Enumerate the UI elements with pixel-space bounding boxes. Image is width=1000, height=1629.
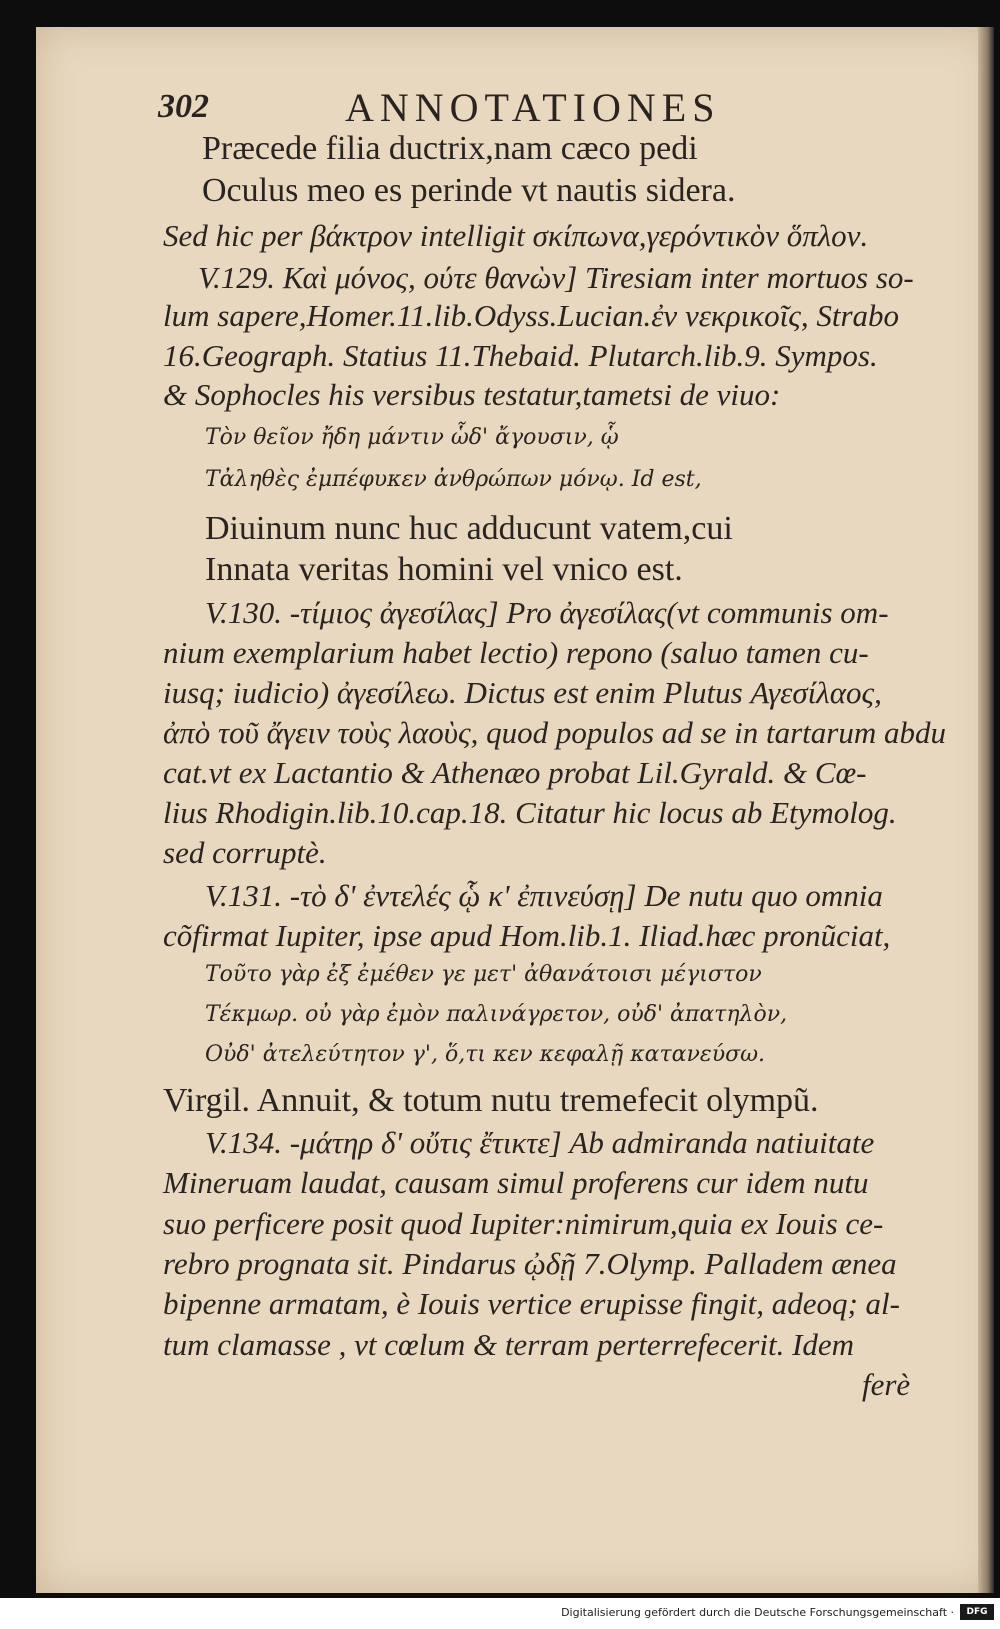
text-line: Oculus meo es perinde vt nautis sidera. bbox=[202, 172, 736, 209]
text-line: & Sophocles his versibus testatur,tametsi de viuo: bbox=[163, 377, 781, 412]
page-number: 302 bbox=[158, 88, 209, 125]
text-line: Innata veritas homini vel vnico est. bbox=[205, 551, 683, 588]
page-edge bbox=[978, 27, 994, 1593]
text-line: bipenne armatam, è Iouis vertice erupisse fingit, adeoq; al- bbox=[163, 1286, 900, 1321]
text-line: Sed hic per βάκτρον intelligit σκίπωνα,γερόντικὸν ὅπλον. bbox=[163, 218, 869, 253]
text-line: Τοῦτο γὰρ ἐξ ἐμέθεν γε μετ' ἀθανάτοισι μέγιστον bbox=[205, 962, 762, 987]
text-line: Præcede filia ductrix,nam cæco pedi bbox=[202, 130, 698, 167]
text-line: cat.vt ex Lactantio & Athenæo probat Lil.Gyrald. & Cœ- bbox=[163, 755, 867, 790]
text-line: rebro prognata sit. Pindarus ᾠδῇ 7.Olymp. Palladem ænea bbox=[163, 1246, 897, 1281]
text-line: suo perficere posit quod Iupiter:nimirum,quia ex Iouis ce- bbox=[163, 1206, 884, 1241]
running-title: ANNOTATIONES bbox=[345, 85, 721, 130]
text-line: cõfirmat Iupiter, ipse apud Hom.lib.1. Iliad.hæc pronũciat, bbox=[163, 918, 891, 953]
text-line: ferè bbox=[862, 1367, 911, 1402]
text-line: nium exemplarium habet lectio) repono (saluo tamen cu- bbox=[163, 635, 869, 670]
text-line: V.134. -μάτηρ δ' οὔτις ἔτικτε] Ab admiranda natiuitate bbox=[205, 1125, 875, 1160]
text-line: Τέκμωρ. οὐ γὰρ ἐμὸν παλινάγρετον, οὐδ' ἀπατηλὸν, bbox=[205, 1002, 788, 1027]
footer-bar bbox=[0, 1598, 1000, 1629]
text-line: Οὐδ' ἀτελεύτητον γ', ὅ,τι κεν κεφαλῇ κατανεύσω. bbox=[205, 1042, 766, 1067]
text-line: sed corruptè. bbox=[163, 835, 327, 870]
footer-credit: Digitalisierung gefördert durch die Deutsche Forschungsgemeinschaft · bbox=[561, 1606, 954, 1619]
page-header bbox=[0, 85, 1000, 136]
text-line: Diuinum nunc huc adducunt vatem,cui bbox=[205, 510, 733, 547]
text-line: V.130. -τίμιος ἀγεσίλας] Pro ἀγεσίλας(vt communis om- bbox=[205, 595, 889, 630]
dfg-logo-icon: DFG bbox=[960, 1604, 994, 1620]
text-line: Τἀληθὲς ἐμπέφυκεν ἀνθρώπων μόνῳ. Id est, bbox=[205, 467, 702, 492]
text-line: 16.Geograph. Statius 11.Thebaid. Plutarch.lib.9. Sympos. bbox=[163, 338, 878, 373]
text-line: V.129. Καὶ μόνος, ούτε θανὼν] Tiresiam inter mortuos so- bbox=[198, 260, 914, 295]
text-line: lius Rhodigin.lib.10.cap.18. Citatur hic locus ab Etymolog. bbox=[163, 795, 897, 830]
text-line: Mineruam laudat, causam simul proferens cur idem nutu bbox=[163, 1165, 869, 1200]
text-line: lum sapere,Homer.11.lib.Odyss.Lucian.ἐν νεκρικοῖς, Strabo bbox=[163, 298, 900, 333]
text-line: Virgil. Annuit, & totum nutu tremefecit olympũ. bbox=[163, 1082, 819, 1119]
text-line: ἀπὸ τοῦ ἄγειν τοὺς λαοὺς, quod populos ad se in tartarum abdu bbox=[163, 715, 946, 750]
text-line: iusq; iudicio) ἀγεσίλεω. Dictus est enim Plutus Αγεσίλαος, bbox=[163, 675, 882, 710]
text-line: tum clamasse , vt cœlum & terram perterrefecerit. Idem bbox=[163, 1327, 855, 1362]
text-line: V.131. -τὸ δ' ἐντελές ᾧ κ' ἐπινεύσῃ] De nutu quo omnia bbox=[205, 878, 883, 913]
text-line: Τὸν θεῖον ἤδη μάντιν ὧδ' ἄγουσιν, ᾧ bbox=[205, 425, 619, 450]
